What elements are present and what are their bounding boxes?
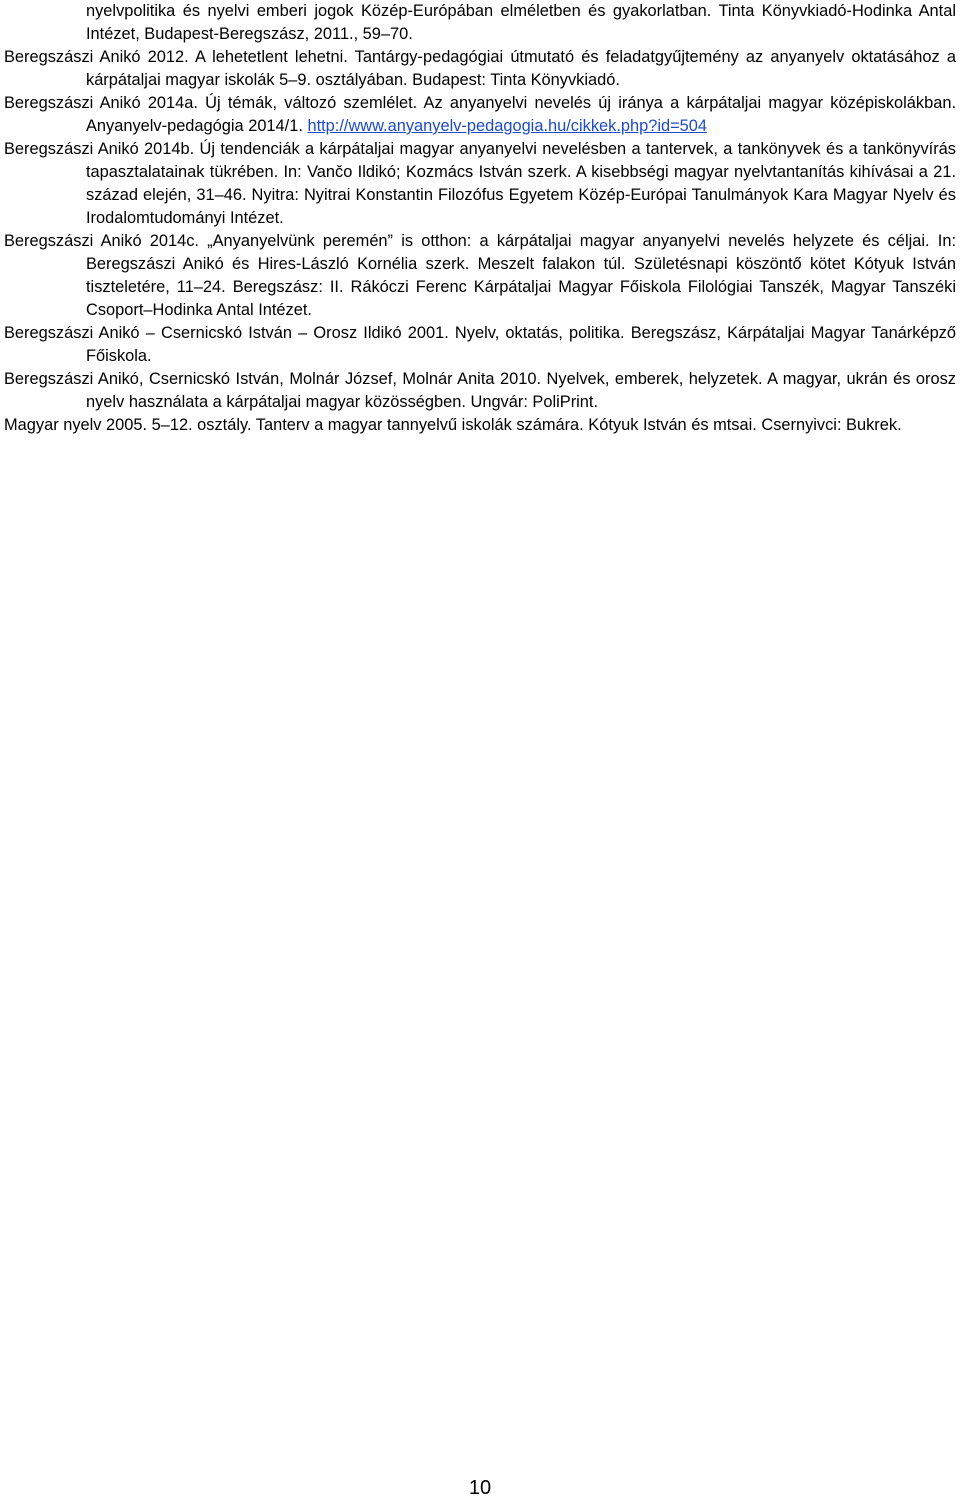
reference-beregszaszi-2001 xyxy=(4,322,956,368)
reference-beregszaszi-2010 xyxy=(4,368,956,414)
reference-text: Beregszászi Anikó – Csernicskó István – Orosz Ildikó 2001. Nyelv, oktatás, politika. Beregszász, Kárpátaljai Magyar Tanárképző Főiskola. xyxy=(4,324,956,365)
bibliography-list xyxy=(4,0,956,437)
reference-magyar-nyelv-2005 xyxy=(4,414,956,437)
reference-text: Beregszászi Anikó 2014c. „Anyanyelvünk peremén” is otthon: a kárpátaljai magyar anyanyelvi nevelés helyzete és céljai. In: Beregszászi Anikó és Hires-László Kornélia szerk. Meszelt falakon túl. Születésnapi köszöntő kötet Kótyuk István tiszteletére, 11–24. Beregszász: II. Rákóczi Ferenc Kárpátaljai Magyar Főiskola Filológiai Tanszék, Magyar Tanszéki Csoport–Hodinka Antal Intézet. xyxy=(4,232,956,319)
reference-text: Beregszászi Anikó 2014b. Új tendenciák a kárpátaljai magyar anyanyelvi nevelésben a tantervek, a tankönyvek és a tankönyvírás tapasztalatainak tükrében. In: Vančo Ildikó; Kozmács István szerk. A kisebbségi magyar nyelvtantanítás kihívásai a 21. század elején, 31–46. Nyitra: Nyitrai Konstantin Filozófus Egyetem Közép-Európai Tanulmányok Kara Magyar Nyelv és Irodalomtudományi Intézet. xyxy=(4,140,956,227)
reference-text: Magyar nyelv 2005. 5–12. osztály. Tanterv a magyar tannyelvű iskolák számára. Kótyuk István és mtsai. Csernyivci: Bukrek. xyxy=(4,416,902,434)
reference-continued xyxy=(4,0,956,46)
reference-beregszaszi-2014a xyxy=(4,92,956,138)
page-number: 10 xyxy=(468,1477,492,1499)
reference-beregszaszi-2014c xyxy=(4,230,956,322)
reference-beregszaszi-2014b xyxy=(4,138,956,230)
reference-text: Beregszászi Anikó 2012. A lehetetlent lehetni. Tantárgy-pedagógiai útmutató és feladatgyűjtemény az anyanyelv oktatásához a kárpátaljai magyar iskolák 5–9. osztályában. Budapest: Tinta Könyvkiadó. xyxy=(4,48,956,89)
reference-beregszaszi-2012 xyxy=(4,46,956,92)
reference-text: Beregszászi Anikó 2014a. Új témák, változó szemlélet. Az anyanyelvi nevelés új iránya a kárpátaljai magyar középiskolákban. Anyanyelv-pedagógia 2014/1. xyxy=(4,94,956,135)
reference-link[interactable]: http://www.anyanyelv-pedagogia.hu/cikkek.php?id=504 xyxy=(307,117,708,135)
reference-text: nyelvpolitika és nyelvi emberi jogok Közép-Európában elméletben és gyakorlatban. Tinta Könyvkiadó-Hodinka Antal Intézet, Budapest-Beregszász, 2011., 59–70. xyxy=(86,2,956,43)
reference-text: Beregszászi Anikó, Csernicskó István, Molnár József, Molnár Anita 2010. Nyelvek, emberek, helyzetek. A magyar, ukrán és orosz nyelv használata a kárpátaljai magyar közösségben. Ungvár: PoliPrint. xyxy=(4,370,956,411)
